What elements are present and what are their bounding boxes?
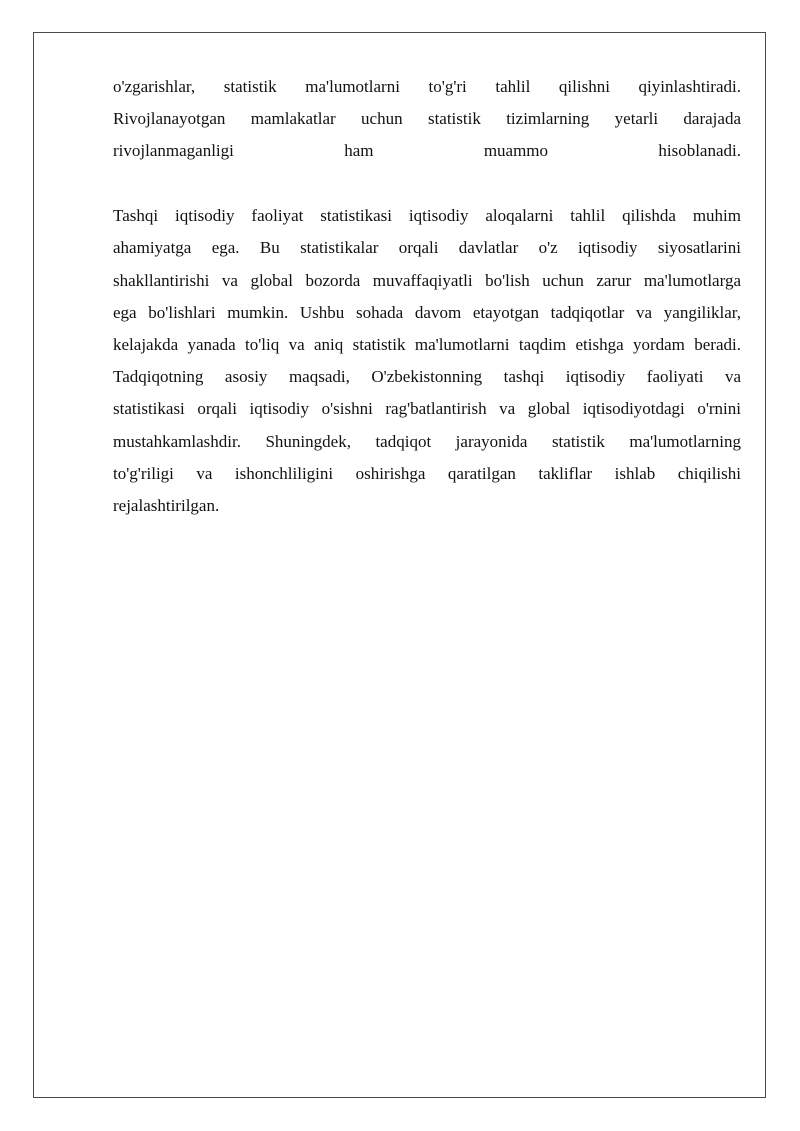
paragraph-spacer [113, 168, 741, 201]
paragraph-line: kelajakda yanada to'liq va aniq statistik ma'lumotlarni taqdim etishga yordam beradi. [113, 334, 741, 354]
paragraph-line: shakllantirishi va global bozorda muvaffaqiyatli bo'lish uchun zarur ma'lumotlarga [113, 270, 741, 290]
paragraph-line: rejalashtirilgan. [113, 495, 220, 515]
paragraph-line: to'g'riligi va ishonchliligini oshirishga qaratilgan takliflar ishlab chiqilishi [113, 463, 741, 483]
paragraph-line: ega bo'lishlari mumkin. Ushbu sohada davom etayotgan tadqiqotlar va yangiliklar, [113, 302, 741, 322]
paragraph-line: rivojlanmaganligi ham muammo hisoblanadi. [113, 141, 741, 161]
paragraph-line: ahamiyatga ega. Bu statistikalar orqali davlatlar o'z iqtisodiy siyosatlarini [113, 238, 741, 258]
paragraph-1 [113, 71, 741, 168]
document-body [113, 71, 741, 522]
paragraph-line: statistikasi orqali iqtisodiy o'sishni rag'batlantirish va global iqtisodiyotdagi o'rnini [113, 399, 741, 419]
paragraph-2 [113, 200, 741, 522]
paragraph-line: Tashqi iqtisodiy faoliyat statistikasi iqtisodiy aloqalarni tahlil qilishda muhim [113, 206, 741, 226]
paragraph-line: Rivojlanayotgan mamlakatlar uchun statistik tizimlarning yetarli darajada [113, 109, 741, 129]
paragraph-line: o'zgarishlar, statistik ma'lumotlarni to'g'ri tahlil qilishni qiyinlashtiradi. [113, 77, 741, 96]
paragraph-line: mustahkamlashdir. Shuningdek, tadqiqot jarayonida statistik ma'lumotlarning [113, 431, 741, 451]
paragraph-line: Tadqiqotning asosiy maqsadi, O'zbekistonning tashqi iqtisodiy faoliyati va [113, 367, 741, 387]
